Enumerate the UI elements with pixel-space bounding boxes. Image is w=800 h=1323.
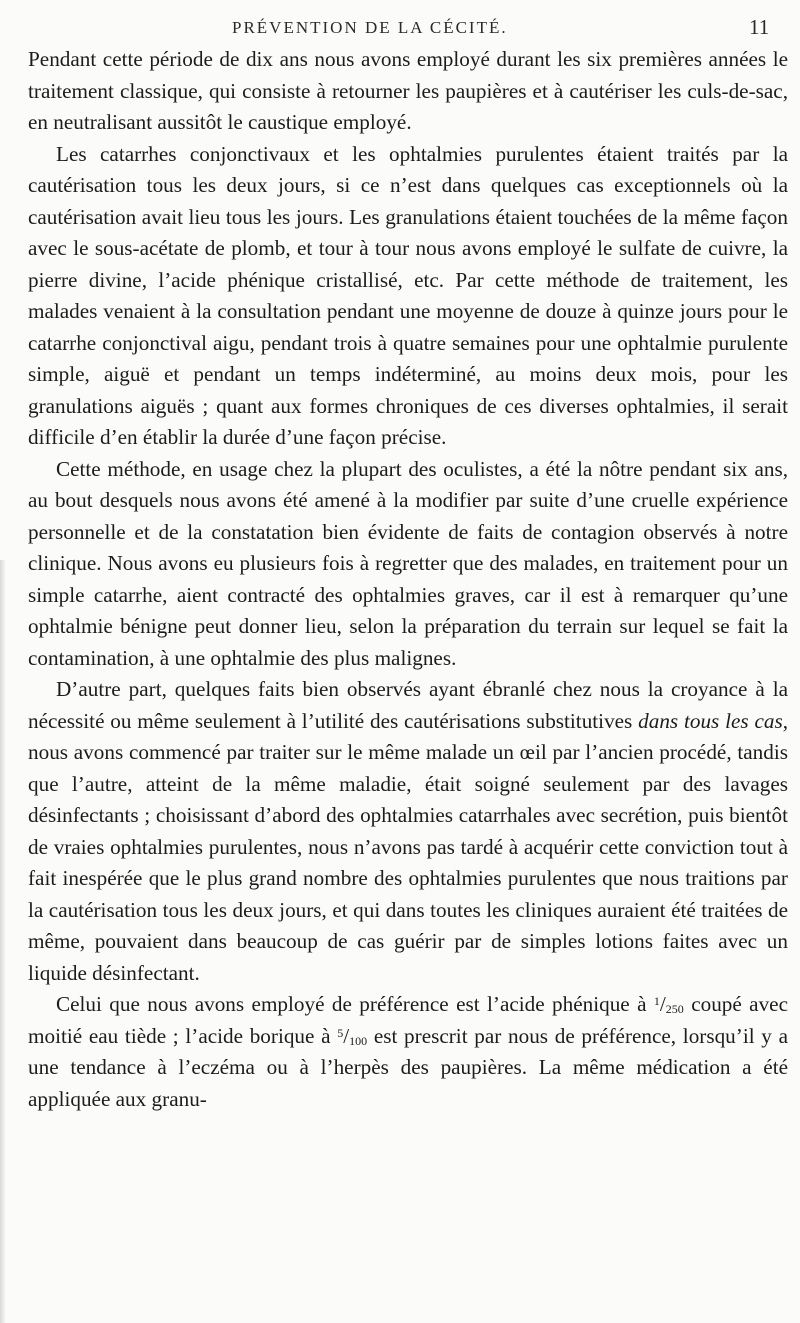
paragraph-4 (28, 674, 788, 989)
body-text (28, 44, 788, 1115)
paragraph-4-italic: dans tous les cas (638, 708, 783, 733)
paragraph-5 (28, 989, 788, 1115)
paragraph-3: Cette méthode, en usage chez la plupart des oculistes, a été la nôtre pendant six ans, au bout desquels nous avons été amené à la modifier par suite d’une cruelle expérience personnelle et de la constatation bien évidente de faits de contagion observés à notre clinique. Nous avons eu plusieurs fois à regretter que des malades, en traitement pour un simple catarrhe, aient contracté des ophtalmies graves, car il est à remarquer qu’une ophtalmie bénigne peut donner lieu, selon la préparation du terrain sur lequel se fait la contamination, à une ophtalmie des plus malignes. (28, 456, 788, 670)
paragraph-4-text-b: , nous avons commencé par traiter sur le même malade un œil par l’ancien procédé, tandis que l’autre, atteint de la même maladie, était soigné seulement par des lavages désinfectants ; choisissant d’abord des ophtalmies catarrhales avec secrétion, puis bientôt de vraies ophtalmies purulentes, nous n’avons pas tardé à acquérir cette conviction tout à fait inespérée que le plus grand nombre des ophtalmies purulentes que nous traitions par la cautérisation tous les deux jours, et qui dans toutes les cliniques auraient été traitées de même, pouvaient dans beaucoup de cas guérir par de simples lotions faites avec un liquide désinfectant. (28, 708, 788, 985)
running-head (0, 14, 800, 44)
paragraph-2: Les catarrhes conjonctivaux et les ophtalmies purulentes étaient traités par la cautérisation tous les deux jours, si ce n’est dans quelques cas exceptionnels où la cautérisation avait lieu tous les jours. Les granulations étaient touchées de la même façon avec le sous-acétate de plomb, et tour à tour nous avons employé le sulfate de cuivre, la pierre divine, l’acide phénique cristallisé, etc. Par cette méthode de traitement, les malades venaient à la consultation pendant une moyenne de douze à quinze jours pour le catarrhe conjonctival aigu, pendant trois à quatre semaines pour une ophtalmie purulente simple, aiguë et pendant un temps indéterminé, au moins deux mois, pour les granulations aiguës ; quant aux formes chroniques de ces diverses ophtalmies, il serait difficile d’en établir la durée d’une façon précise. (28, 141, 788, 449)
running-title: PRÉVENTION DE LA CÉCITÉ. (232, 18, 508, 37)
fraction-boric-numerator: 5 (337, 1025, 344, 1040)
paragraph-1: Pendant cette période de dix ans nous avons employé durant les six premières années le traitement classique, qui consiste à retourner les paupières et à cautériser les culs-de-sac, en neutralisant aussitôt le caustique employé. (28, 47, 788, 134)
fraction-phenic: $^1/_{250}$ (653, 992, 684, 1016)
fraction-boric-denominator: 100 (349, 1033, 368, 1048)
paragraph-4-text-a: D’autre part, quelques faits bien observés ayant ébranlé chez nous la croyance à la nécessité ou même seulement à l’utilité des cautérisations substitutives (28, 677, 788, 733)
paragraph-5-text-c: est prescrit par nous de préférence, lorsqu’il y a une tendance à l’eczéma ou à l’herpès des paupières. La même médication a été appliquée aux granu- (28, 1023, 788, 1111)
paragraph-5-text-a: Celui que nous avons employé de préférence est l’acide phénique à (56, 992, 654, 1016)
fraction-phenic-numerator: 1 (653, 994, 660, 1008)
page-gutter-shadow (0, 560, 6, 1323)
fraction-boric: $^5/_{100}$ (337, 1023, 368, 1048)
page-number: 11 (749, 15, 770, 39)
fraction-phenic-denominator: 250 (665, 1002, 684, 1016)
paragraph-5-text-b: coupé avec moitié eau tiède ; l’acide borique à (28, 992, 788, 1048)
